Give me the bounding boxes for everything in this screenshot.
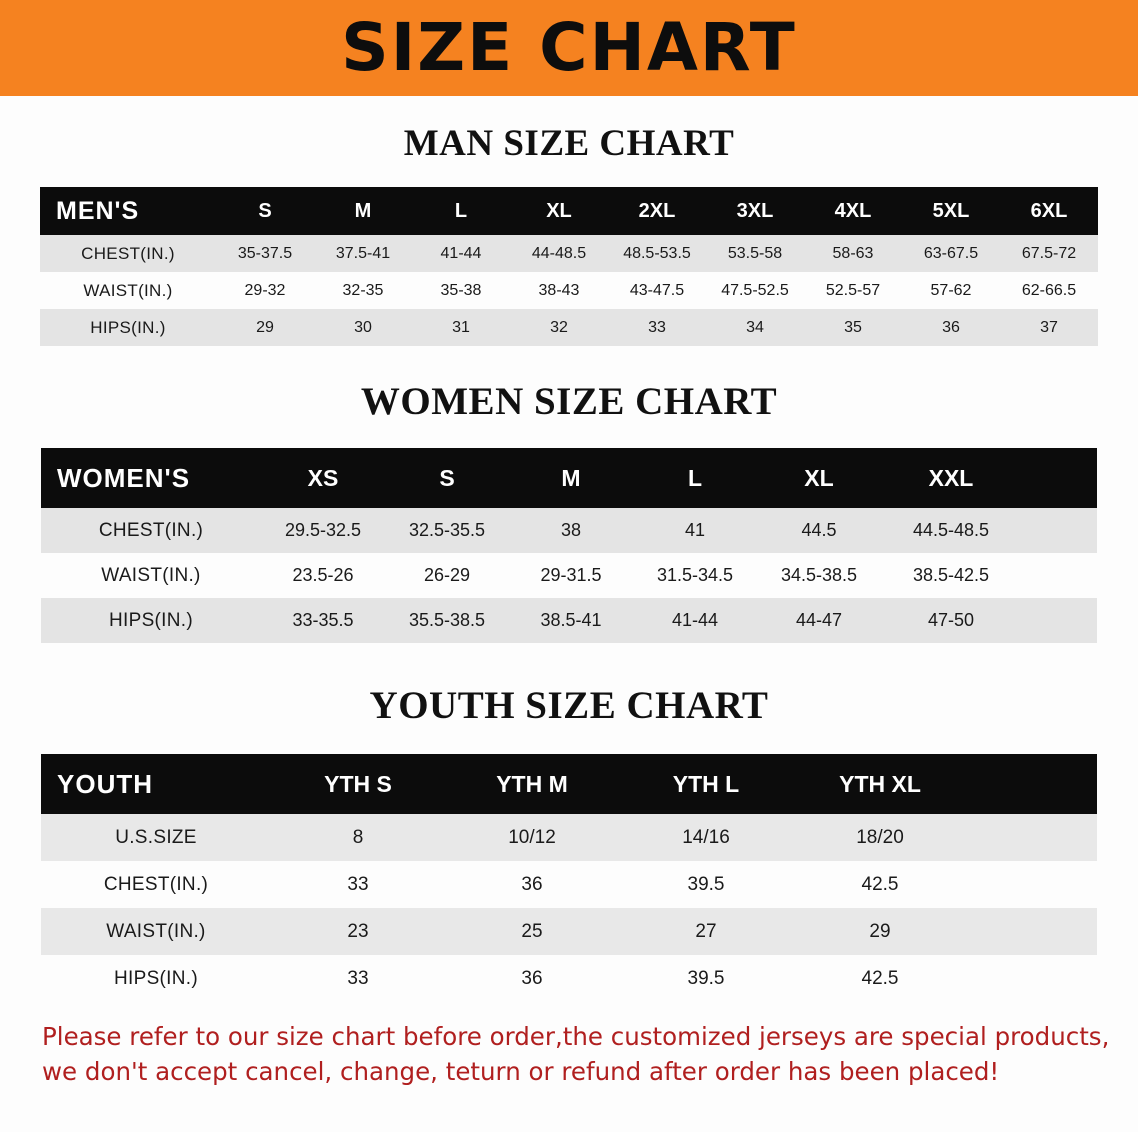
man-cell-1-0: 29-32	[216, 272, 314, 309]
man-col-6: 4XL	[804, 187, 902, 235]
man-size-table	[40, 187, 1098, 346]
youth-cell-0-spacer	[967, 814, 1097, 861]
man-cell-1-3: 38-43	[510, 272, 608, 309]
women-col-2: M	[509, 448, 633, 508]
youth-row-header: YOUTH	[41, 754, 271, 814]
youth-col-3: YTH XL	[793, 754, 967, 814]
man-col-7: 5XL	[902, 187, 1000, 235]
man-cell-2-3: 32	[510, 309, 608, 346]
header-banner	[0, 0, 1138, 96]
youth-cell-3-1: 36	[445, 955, 619, 1002]
youth-row-label-1: CHEST(IN.)	[41, 861, 271, 908]
youth-cell-2-1: 25	[445, 908, 619, 955]
women-col-4: XL	[757, 448, 881, 508]
man-cell-1-8: 62-66.5	[1000, 272, 1098, 309]
man-col-5: 3XL	[706, 187, 804, 235]
man-section-heading: MAN SIZE CHART	[403, 123, 735, 164]
women-cell-0-2: 38	[509, 508, 633, 553]
table-row	[41, 814, 1097, 861]
youth-cell-2-spacer	[967, 908, 1097, 955]
women-cell-2-1: 35.5-38.5	[385, 598, 509, 643]
man-row-label-1: WAIST(IN.)	[40, 272, 216, 309]
youth-cell-3-3: 42.5	[793, 955, 967, 1002]
youth-section-heading: YOUTH SIZE CHART	[369, 684, 769, 727]
page-title: SIZE CHART	[341, 9, 797, 86]
disclaimer-line-1: Please refer to our size chart before order,the customized jerseys are special products,	[42, 1022, 1110, 1051]
women-cell-0-3: 41	[633, 508, 757, 553]
women-col-1: S	[385, 448, 509, 508]
man-col-0: S	[216, 187, 314, 235]
women-cell-0-5: 44.5-48.5	[881, 508, 1021, 553]
man-cell-0-5: 53.5-58	[706, 235, 804, 272]
table-row	[41, 955, 1097, 1002]
youth-col-2: YTH L	[619, 754, 793, 814]
youth-size-table	[41, 754, 1097, 1002]
table-row	[40, 272, 1098, 309]
youth-col-0: YTH S	[271, 754, 445, 814]
youth-row-label-0: U.S.SIZE	[41, 814, 271, 861]
man-cell-0-8: 67.5-72	[1000, 235, 1098, 272]
man-row-header: MEN'S	[40, 187, 216, 235]
women-row-label-1: WAIST(IN.)	[41, 553, 261, 598]
youth-cell-1-2: 39.5	[619, 861, 793, 908]
women-cell-0-1: 32.5-35.5	[385, 508, 509, 553]
table-header-row	[41, 448, 1097, 508]
man-row-label-0: CHEST(IN.)	[40, 235, 216, 272]
youth-cell-0-3: 18/20	[793, 814, 967, 861]
table-row	[41, 508, 1097, 553]
women-cell-0-4: 44.5	[757, 508, 881, 553]
women-cell-1-0: 23.5-26	[261, 553, 385, 598]
youth-cell-3-2: 39.5	[619, 955, 793, 1002]
women-cell-0-spacer	[1021, 508, 1097, 553]
women-cell-1-2: 29-31.5	[509, 553, 633, 598]
women-col-5: XXL	[881, 448, 1021, 508]
man-cell-1-5: 47.5-52.5	[706, 272, 804, 309]
man-col-4: 2XL	[608, 187, 706, 235]
youth-cell-3-spacer	[967, 955, 1097, 1002]
women-col-spacer	[1021, 448, 1097, 508]
women-cell-2-2: 38.5-41	[509, 598, 633, 643]
man-col-3: XL	[510, 187, 608, 235]
women-cell-2-0: 33-35.5	[261, 598, 385, 643]
man-cell-1-7: 57-62	[902, 272, 1000, 309]
women-cell-1-5: 38.5-42.5	[881, 553, 1021, 598]
man-cell-2-7: 36	[902, 309, 1000, 346]
youth-cell-2-2: 27	[619, 908, 793, 955]
table-header-row	[41, 754, 1097, 814]
table-header-row	[40, 187, 1098, 235]
man-cell-0-0: 35-37.5	[216, 235, 314, 272]
youth-col-1: YTH M	[445, 754, 619, 814]
women-cell-1-3: 31.5-34.5	[633, 553, 757, 598]
man-cell-2-6: 35	[804, 309, 902, 346]
man-col-2: L	[412, 187, 510, 235]
man-col-1: M	[314, 187, 412, 235]
women-row-label-2: HIPS(IN.)	[41, 598, 261, 643]
table-row	[41, 908, 1097, 955]
youth-cell-0-0: 8	[271, 814, 445, 861]
man-cell-2-4: 33	[608, 309, 706, 346]
man-cell-1-1: 32-35	[314, 272, 412, 309]
women-cell-1-4: 34.5-38.5	[757, 553, 881, 598]
women-cell-2-spacer	[1021, 598, 1097, 643]
man-cell-0-4: 48.5-53.5	[608, 235, 706, 272]
man-cell-2-8: 37	[1000, 309, 1098, 346]
man-cell-0-6: 58-63	[804, 235, 902, 272]
man-cell-0-2: 41-44	[412, 235, 510, 272]
youth-cell-0-1: 10/12	[445, 814, 619, 861]
man-cell-0-3: 44-48.5	[510, 235, 608, 272]
youth-row-label-2: WAIST(IN.)	[41, 908, 271, 955]
youth-cell-1-0: 33	[271, 861, 445, 908]
youth-cell-2-0: 23	[271, 908, 445, 955]
youth-cell-3-0: 33	[271, 955, 445, 1002]
man-cell-2-0: 29	[216, 309, 314, 346]
man-cell-1-4: 43-47.5	[608, 272, 706, 309]
youth-cell-2-3: 29	[793, 908, 967, 955]
youth-cell-1-3: 42.5	[793, 861, 967, 908]
women-col-0: XS	[261, 448, 385, 508]
disclaimer-note	[42, 1020, 1110, 1090]
man-cell-0-1: 37.5-41	[314, 235, 412, 272]
table-row	[41, 861, 1097, 908]
man-col-8: 6XL	[1000, 187, 1098, 235]
table-row	[40, 309, 1098, 346]
youth-cell-1-spacer	[967, 861, 1097, 908]
women-cell-2-4: 44-47	[757, 598, 881, 643]
disclaimer-line-2: we don't accept cancel, change, teturn or refund after order has been placed!	[42, 1056, 1000, 1086]
women-cell-1-1: 26-29	[385, 553, 509, 598]
women-cell-2-5: 47-50	[881, 598, 1021, 643]
women-section-heading: WOMEN SIZE CHART	[360, 380, 778, 423]
table-row	[40, 235, 1098, 272]
man-cell-2-2: 31	[412, 309, 510, 346]
man-cell-1-2: 35-38	[412, 272, 510, 309]
women-cell-1-spacer	[1021, 553, 1097, 598]
youth-col-spacer	[967, 754, 1097, 814]
women-row-label-0: CHEST(IN.)	[41, 508, 261, 553]
man-cell-2-5: 34	[706, 309, 804, 346]
women-size-table	[41, 448, 1097, 643]
women-col-3: L	[633, 448, 757, 508]
women-cell-0-0: 29.5-32.5	[261, 508, 385, 553]
man-cell-2-1: 30	[314, 309, 412, 346]
table-row	[41, 553, 1097, 598]
women-cell-2-3: 41-44	[633, 598, 757, 643]
youth-cell-0-2: 14/16	[619, 814, 793, 861]
youth-cell-1-1: 36	[445, 861, 619, 908]
women-row-header: WOMEN'S	[41, 448, 261, 508]
man-cell-1-6: 52.5-57	[804, 272, 902, 309]
table-row	[41, 598, 1097, 643]
man-cell-0-7: 63-67.5	[902, 235, 1000, 272]
youth-row-label-3: HIPS(IN.)	[41, 955, 271, 1002]
man-row-label-2: HIPS(IN.)	[40, 309, 216, 346]
